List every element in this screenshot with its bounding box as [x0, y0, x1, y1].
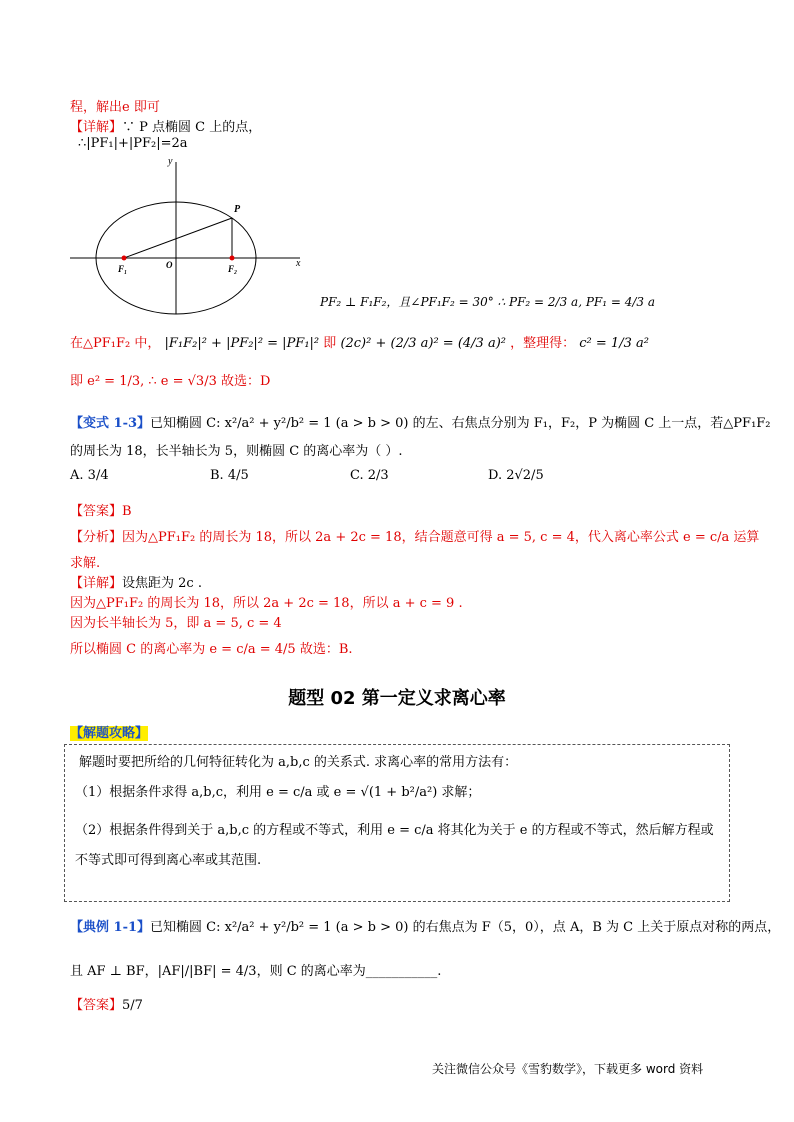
detail-line: 【详解】∵ P 点椭圆 C 上的点，	[70, 120, 262, 135]
footer-note: 关注微信公众号《雪豹数学》，下载更多 word 资料	[432, 1062, 704, 1076]
point-p-label: P	[234, 204, 241, 215]
variant-detail: 【详解】设焦距为 2c .	[70, 576, 202, 591]
option-c: C. 2/3	[350, 468, 389, 483]
example-answer: 【答案】5/7	[70, 998, 143, 1013]
analysis-line: 【分析】因为△PF₁F₂ 的周长为 18，所以 2a + 2c = 18，结合题意可得 a = 5, c = 4，代入离心率公式 e = c/a 运算	[70, 530, 760, 545]
example-question-cont: 且 AF ⊥ BF，|AF|/|BF| = 4/3，则 C 的离心率为___________.	[70, 964, 442, 979]
box-line-1: 解题时要把所给的几何特征转化为 a,b,c 的关系式. 求离心率的常用方法有：	[79, 755, 518, 770]
box-line-4: 不等式即可得到离心率或其范围.	[75, 853, 262, 868]
section-title: 题型 02 第一定义求离心率	[288, 688, 506, 709]
variant-detail-3: 因为长半轴长为 5，即 a = 5, c = 4	[70, 616, 282, 631]
example-question: 【典例 1-1】已知椭圆 C: x²/a² + y²/b² = 1 (a > b > 0) 的右焦点为 F（5，0），点 A，B 为 C 上关于原点对称的两点，	[70, 920, 781, 935]
box-line-2: （1）根据条件求得 a,b,c，利用 e = c/a 或 e = √(1 + b²/a²) 求解；	[75, 785, 481, 800]
box-line-3: （2）根据条件得到关于 a,b,c 的方程或不等式，利用 e = c/a 将其化为关于 e 的方程或不等式，然后解方程或	[75, 823, 714, 838]
strategy-box	[64, 744, 730, 902]
point-f2-label: F₂	[228, 264, 238, 274]
variant-detail-4: 所以椭圆 C 的离心率为 e = c/a = 4/5 故选：B.	[70, 642, 353, 657]
variant-question: 【变式 1-3】已知椭圆 C: x²/a² + y²/b² = 1 (a > b > 0) 的左、右焦点分别为 F₁，F₂，P 为椭圆 C 上一点，若△PF₁F₂	[70, 416, 771, 431]
y-axis-label: y	[168, 156, 173, 167]
options-row	[70, 468, 730, 496]
triangle-line: 在△PF₁F₂ 中， |F₁F₂|² + |PF₂|² = |PF₁|² 即 (2c)² + (2/3 a)² = (4/3 a)² ，整理得： c² = 1/3 a²	[70, 336, 649, 351]
condition-line: PF₂ ⊥ F₁F₂，且∠PF₁F₂ = 30° ∴ PF₂ = 2/3 a, PF₁ = 4/3 a	[320, 295, 655, 309]
analysis-line-cont: 求解.	[70, 556, 101, 571]
intro-line: 程，解出e 即可	[70, 100, 160, 115]
variant-answer: 【答案】B	[70, 504, 132, 519]
point-o-label: O	[166, 260, 173, 270]
sum-line: ∴|PF₁|+|PF₂|=2a	[78, 136, 188, 151]
tip-label: 【解题攻略】	[70, 726, 149, 741]
ellipse-diagram	[70, 154, 310, 324]
variant-detail-2: 因为△PF₁F₂ 的周长为 18，所以 2a + 2c = 18，所以 a + c = 9 .	[70, 596, 463, 611]
option-a: A. 3/4	[70, 468, 109, 483]
option-d: D. 2√2/5	[488, 468, 544, 483]
x-axis-label: x	[296, 258, 301, 269]
option-b: B. 4/5	[210, 468, 249, 483]
point-f1-label: F₁	[118, 264, 128, 274]
variant-question-cont: 的周长为 18，长半轴长为 5，则椭圆 C 的离心率为（ ）.	[70, 444, 403, 459]
ecc-line: 即 e² = 1/3, ∴ e = √3/3 故选：D	[70, 374, 271, 389]
